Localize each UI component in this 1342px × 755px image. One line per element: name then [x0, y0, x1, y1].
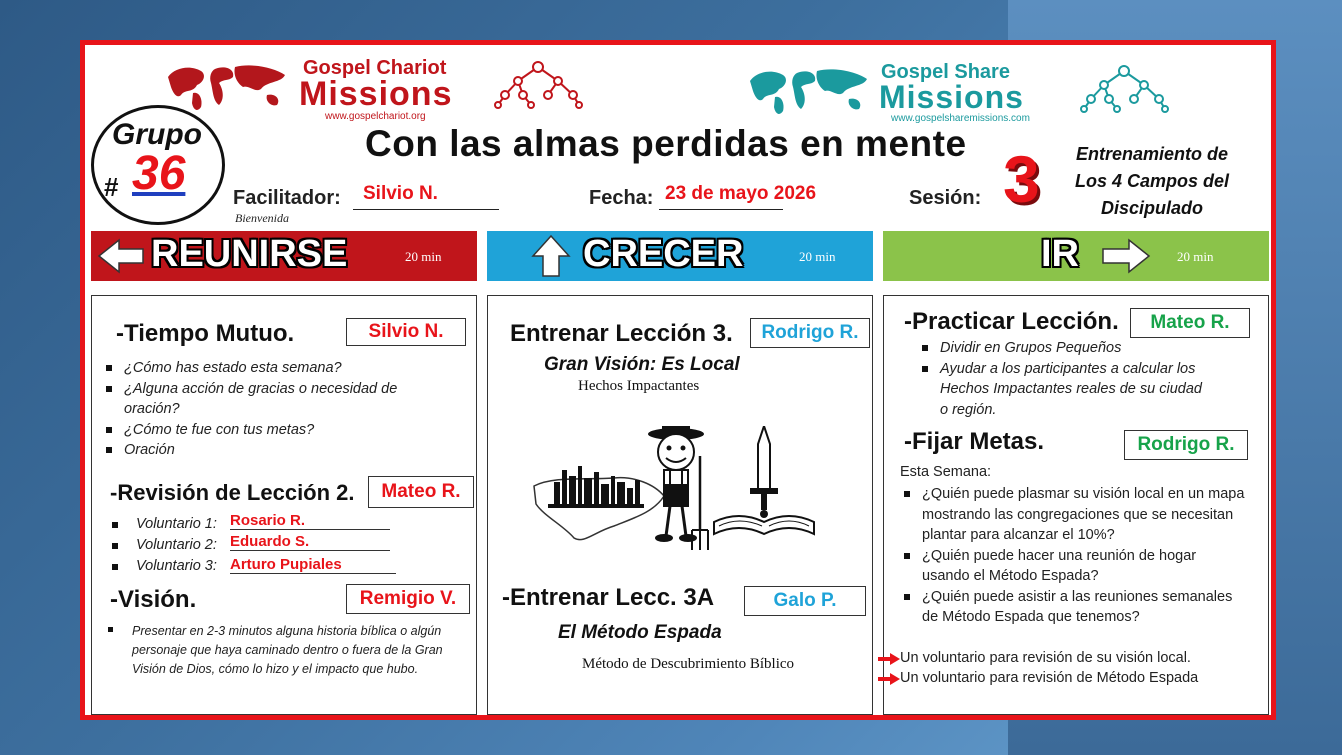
list-item: ¿Cómo has estado esta semana?: [98, 358, 438, 379]
bullet: [112, 543, 118, 549]
column-crecer: [487, 295, 873, 715]
arrow-right-icon: [1101, 237, 1151, 275]
training-line2: Los 4 Campos del: [1074, 171, 1230, 191]
arrow-text: Un voluntario para revisión de su visión local.: [900, 650, 1191, 666]
list-item: ¿Quién puede plasmar su visión local en un mapa mostrando las congregaciones que se necesitan plantar para alcanzar el 10%?: [896, 484, 1246, 546]
entrenar-leccion-title: Entrenar Lección 3.: [510, 320, 733, 347]
crecer-label: CRECER: [583, 233, 744, 275]
vision-title: -Visión.: [110, 586, 197, 613]
ir-label: IR: [1041, 233, 1079, 275]
bullet: [112, 564, 118, 570]
entrenar-leccion-name: Rodrigo R.: [750, 318, 870, 348]
world-map-red-logo: [163, 59, 293, 115]
revision-title: -Revisión de Lección 2.: [110, 480, 355, 505]
training-line1: Entrenamiento de: [1075, 144, 1229, 164]
group-badge: [91, 105, 225, 225]
world-map-teal-logo: [745, 63, 875, 119]
practicar-title: -Practicar Lección.: [904, 308, 1119, 335]
practicar-list: [914, 338, 1214, 420]
network-red-icon: [493, 57, 583, 109]
list-item: Ayudar a los participantes a calcular los Hechos Impactantes reales de su ciudad o región.: [914, 359, 1214, 421]
header-reunirse: [91, 231, 477, 281]
arrow-row: [878, 650, 1258, 670]
bullet: [112, 522, 118, 528]
practicar-name: Mateo R.: [1130, 308, 1250, 338]
tiempo-mutuo-name: Silvio N.: [346, 318, 466, 346]
entrenar-lecc-3a-name: Galo P.: [744, 586, 866, 616]
volunteer-name: Eduardo S.: [230, 533, 390, 551]
revision-name: Mateo R.: [368, 476, 474, 508]
volunteer-name: Rosario R.: [230, 512, 390, 530]
facilitator-value: Silvio N.: [363, 183, 438, 204]
volunteer-label: Voluntario 1:: [136, 516, 217, 532]
fijar-metas-name: Rodrigo R.: [1124, 430, 1248, 460]
group-number: 36: [132, 147, 186, 200]
volunteer-arrows: [878, 650, 1258, 690]
header-ir: [883, 231, 1269, 281]
arrow-left-icon: [97, 237, 145, 275]
vision-text-block: [108, 622, 458, 679]
arrow-text: Un voluntario para revisión de Método Espada: [900, 670, 1199, 686]
reunirse-minutes: 20 min: [405, 249, 442, 264]
list-item: Dividir en Grupos Pequeños: [914, 338, 1214, 359]
group-label: Grupo: [112, 118, 202, 151]
volunteer-row: [112, 558, 432, 579]
session-number: 3: [1003, 142, 1040, 216]
column-reunirse: [91, 295, 477, 715]
hechos-caption: Hechos Impactantes: [578, 378, 700, 394]
vision-name: Remigio V.: [346, 584, 470, 614]
list-item: Oración: [98, 440, 438, 461]
list-item: ¿Quién puede hacer una reunión de hogar usando el Método Espada?: [896, 546, 1246, 587]
page-title: Con las almas perdidas en mente: [365, 123, 967, 164]
date-line: [659, 183, 817, 210]
entrenar-lecc-3a-title: -Entrenar Lecc. 3A: [502, 584, 715, 611]
arrow-right-red-icon: [878, 673, 900, 685]
volunteer-label: Voluntario 3:: [136, 558, 217, 574]
tiempo-mutuo-list: [98, 358, 438, 461]
welcome-label: Bienvenida: [235, 211, 289, 225]
brand-right-line2: Missions: [879, 79, 1024, 115]
week-label: Esta Semana:: [900, 464, 992, 480]
volunteer-label: Voluntario 2:: [136, 537, 217, 553]
fijar-metas-title: -Fijar Metas.: [904, 428, 1045, 455]
session-label: Sesión:: [909, 187, 982, 209]
farmer-city-bible-illustration: [524, 426, 824, 552]
list-item: ¿Alguna acción de gracias o necesidad de oración?: [98, 379, 438, 420]
gran-vision-subtitle: Gran Visión: Es Local: [544, 354, 740, 375]
metas-list: [896, 484, 1246, 628]
brand-right-line1: Gospel Share: [881, 61, 1010, 83]
metodo-espada-subtitle: El Método Espada: [558, 622, 722, 643]
metodo-caption: Método de Descubrimiento Bíblico: [582, 656, 795, 672]
arrow-row: [878, 670, 1258, 690]
facilitator-label: Facilitador:: [233, 187, 341, 209]
facilitator-line: [353, 183, 499, 210]
training-title: [1067, 141, 1237, 222]
brand-left-line1: Gospel Chariot: [303, 57, 447, 79]
arrow-right-red-icon: [878, 653, 900, 665]
date-label: Fecha:: [589, 187, 654, 209]
list-item: ¿Quién puede asistir a las reuniones semanales de Método Espada que tenemos?: [896, 587, 1246, 628]
date-value: 23 de mayo 2026: [665, 183, 817, 204]
column-ir: [883, 295, 1269, 715]
bullet: [108, 627, 113, 632]
brand-right-url: www.gospelsharemissions.com: [891, 113, 1030, 124]
volunteer-row: [112, 533, 432, 558]
group-hash: #: [104, 172, 119, 202]
network-teal-icon: [1079, 61, 1169, 113]
arrow-up-icon: [531, 234, 571, 278]
volunteer-name: Arturo Pupiales: [230, 556, 396, 574]
brand-left-line2: Missions: [299, 75, 453, 113]
reunirse-label: REUNIRSE: [151, 233, 348, 275]
vision-text: Presentar en 2-3 minutos alguna historia bíblica o algún personaje que haya caminado dentro o fuera de la Gran Visión de Dios, cómo lo hizo y el impacto que hubo.: [132, 624, 443, 676]
brand-left-url: www.gospelchariot.org: [325, 111, 426, 122]
volunteer-list: [112, 512, 432, 579]
tiempo-mutuo-title: -Tiempo Mutuo.: [116, 320, 295, 347]
ir-minutes: 20 min: [1177, 249, 1214, 264]
list-item: ¿Cómo te fue con tus metas?: [98, 420, 438, 441]
crecer-minutes: 20 min: [799, 249, 836, 264]
training-sheet: [80, 40, 1276, 720]
training-line3: Discipulado: [1100, 198, 1203, 218]
header-crecer: [487, 231, 873, 281]
